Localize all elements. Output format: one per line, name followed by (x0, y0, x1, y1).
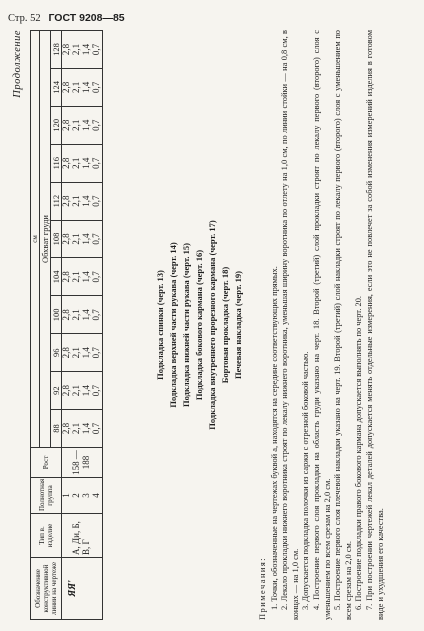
measurement-value: 0,7 (91, 81, 102, 94)
measurement-value: 1,4 (81, 157, 92, 169)
measurement-value: 2,1 (71, 271, 82, 283)
measurement-value: 2,1 (71, 309, 82, 321)
value-cell (62, 334, 103, 372)
notes-title: Примечания: (258, 556, 267, 620)
measurement-value: 2,1 (71, 43, 82, 56)
part-title: Бортовая прокладка (черт. 18) (220, 266, 230, 384)
measurement-value: 0,7 (91, 233, 102, 245)
note-item: 4. Построение первого слоя прокладки на область груди указано на черт. 18. Второй (третий) слой прокладки строят по лекалу первого (второго) слоя с уменьшением по всем срезам на 2,0 см. (311, 30, 332, 620)
height-cell (62, 448, 103, 478)
chest-size-header: 92 (51, 372, 62, 410)
group-value: 4 (91, 493, 102, 498)
rotated-page-content (8, 30, 403, 620)
chest-size-header: 128 (51, 31, 62, 69)
value-cell (62, 68, 103, 106)
group-value: 3 (81, 493, 92, 498)
part-title: Подкладка нижней части рукава (черт. 15) (181, 243, 191, 407)
header-units: см (31, 31, 40, 448)
measurement-value: 1,4 (81, 309, 92, 321)
part-title: Подкладка внутреннего прорезного кармана (черт. 17) (207, 220, 217, 430)
measurement-value: 2,1 (71, 347, 82, 359)
value-cell (62, 372, 103, 410)
group-value: 1 (61, 493, 72, 498)
value-cell (62, 220, 103, 258)
note-item: 1. Точки, обозначенные на чертежах буквой а, находятся на середине соответствующих прямых. (269, 266, 279, 610)
measurement-value: 0,7 (91, 385, 102, 397)
chest-size-header: 88 (51, 410, 62, 448)
measurement-value: 0,7 (91, 195, 102, 207)
measurement-value: 2,1 (71, 119, 82, 131)
measurement-value: 1,4 (81, 271, 92, 283)
chest-size-header: 112 (51, 182, 62, 220)
header-designation: Обозначение конструктивной линии на чертеже (31, 558, 62, 620)
type-value: А, Ди, Б, (71, 521, 82, 555)
value-cell (62, 410, 103, 448)
value-cell (62, 258, 103, 296)
chest-size-header: 124 (51, 68, 62, 106)
group-cell (62, 478, 103, 514)
measurement-value: 0,7 (91, 157, 102, 169)
measurement-value: 0,7 (91, 347, 102, 359)
standard-code: ГОСТ 9208—85 (48, 12, 125, 24)
value-cell (62, 31, 103, 69)
line-designation: ЯЯ' (62, 558, 103, 620)
measurement-value: 2,8 (61, 43, 72, 56)
chest-size-header: 108 (51, 220, 62, 258)
measurement-value: 0,7 (91, 422, 102, 435)
note-item: 3. Допускается подкладка полочки из саржи с отрезной боковой частью. (301, 351, 311, 610)
measurement-value: 0,7 (91, 309, 102, 321)
header-height: Рост (31, 448, 62, 478)
running-header (8, 12, 125, 24)
note-item: 5. Построение первого слоя плечевой накладки указано на черт. 19. Второй (третий) слой накладки строят по лекалу первого (второго) слоя с уменьшением по всем срезам на 2,0 см. (333, 30, 353, 620)
measurement-value: 2,8 (61, 195, 72, 207)
chest-size-header: 100 (51, 296, 62, 334)
measurement-value: 2,8 (61, 309, 72, 321)
note-item: 7. При построении чертежей лекал деталей допускается менять отдельные измерения, если это не повлечет за собой изменения измерений изделия в готовом виде и ухудшения его качества. (364, 30, 385, 620)
part-title: Подкладка верхней части рукава (черт. 14) (168, 242, 178, 408)
part-title: Подкладка спинки (черт. 13) (155, 270, 165, 380)
value-cell (62, 296, 103, 334)
measurement-value: 2,8 (61, 119, 72, 131)
measurement-value: 1,4 (81, 233, 92, 245)
continuation-label: Продолжение (12, 30, 23, 98)
parts-list (154, 30, 245, 620)
value-cell (62, 106, 103, 144)
height-value: 158 — (71, 450, 82, 475)
measurement-value: 2,1 (71, 233, 82, 245)
measurement-value: 1,4 (81, 119, 92, 131)
measurement-value: 2,8 (61, 81, 72, 94)
measurement-value: 2,8 (61, 271, 72, 283)
measurement-value: 2,1 (71, 81, 82, 94)
measurement-value: 2,8 (61, 385, 72, 397)
chest-size-header: 104 (51, 258, 62, 296)
header-chest: Обхват груди (40, 31, 51, 448)
page-number: Стр. 52 (8, 13, 41, 24)
measurement-value: 1,4 (81, 195, 92, 207)
measurement-value: 1,4 (81, 81, 92, 94)
measurement-value: 2,1 (71, 157, 82, 169)
measurement-value: 2,8 (61, 157, 72, 169)
measurement-value: 1,4 (81, 422, 92, 435)
value-cell (62, 144, 103, 182)
measurement-value: 0,7 (91, 119, 102, 131)
measurement-value: 2,8 (61, 347, 72, 359)
measurement-value: 2,1 (71, 385, 82, 397)
measurement-table (30, 30, 103, 620)
measurement-value: 1,4 (81, 347, 92, 359)
measurement-value: 2,1 (71, 195, 82, 207)
measurement-value: 1,4 (81, 43, 92, 56)
note-item: 6. Построение подкладки правого бокового кармана допускается выполнять по черт. 20. (354, 296, 364, 610)
height-value: 188 (81, 455, 92, 470)
header-type: Тип в. изделие (31, 514, 62, 558)
chest-size-header: 116 (51, 144, 62, 182)
measurement-value: 1,4 (81, 385, 92, 397)
type-cell (62, 514, 103, 558)
chest-size-header: 96 (51, 334, 62, 372)
type-value: В, Г (81, 539, 92, 555)
measurement-value: 0,7 (91, 43, 102, 56)
note-item: 2. Лекало прокладки нижнего воротника строят по лекалу нижнего воротника, уменьшая ширину воротника по отлету на 1,0 см, по линии стойки — на 0,8 см, в концах — на 1,0 см. (280, 30, 300, 620)
measurement-value: 2,1 (71, 422, 82, 435)
notes-section (258, 30, 386, 620)
chest-size-header: 120 (51, 106, 62, 144)
part-title: Подкладка бокового кармана (черт. 16) (194, 249, 204, 401)
measurement-value: 0,7 (91, 271, 102, 283)
measurement-value: 2,8 (61, 422, 72, 435)
value-cell (62, 182, 103, 220)
part-title: Печевая накладка (черт. 19) (233, 271, 243, 379)
group-value: 2 (71, 493, 82, 498)
header-group: Полнотная группа (31, 478, 62, 514)
measurement-value: 2,8 (61, 233, 72, 245)
